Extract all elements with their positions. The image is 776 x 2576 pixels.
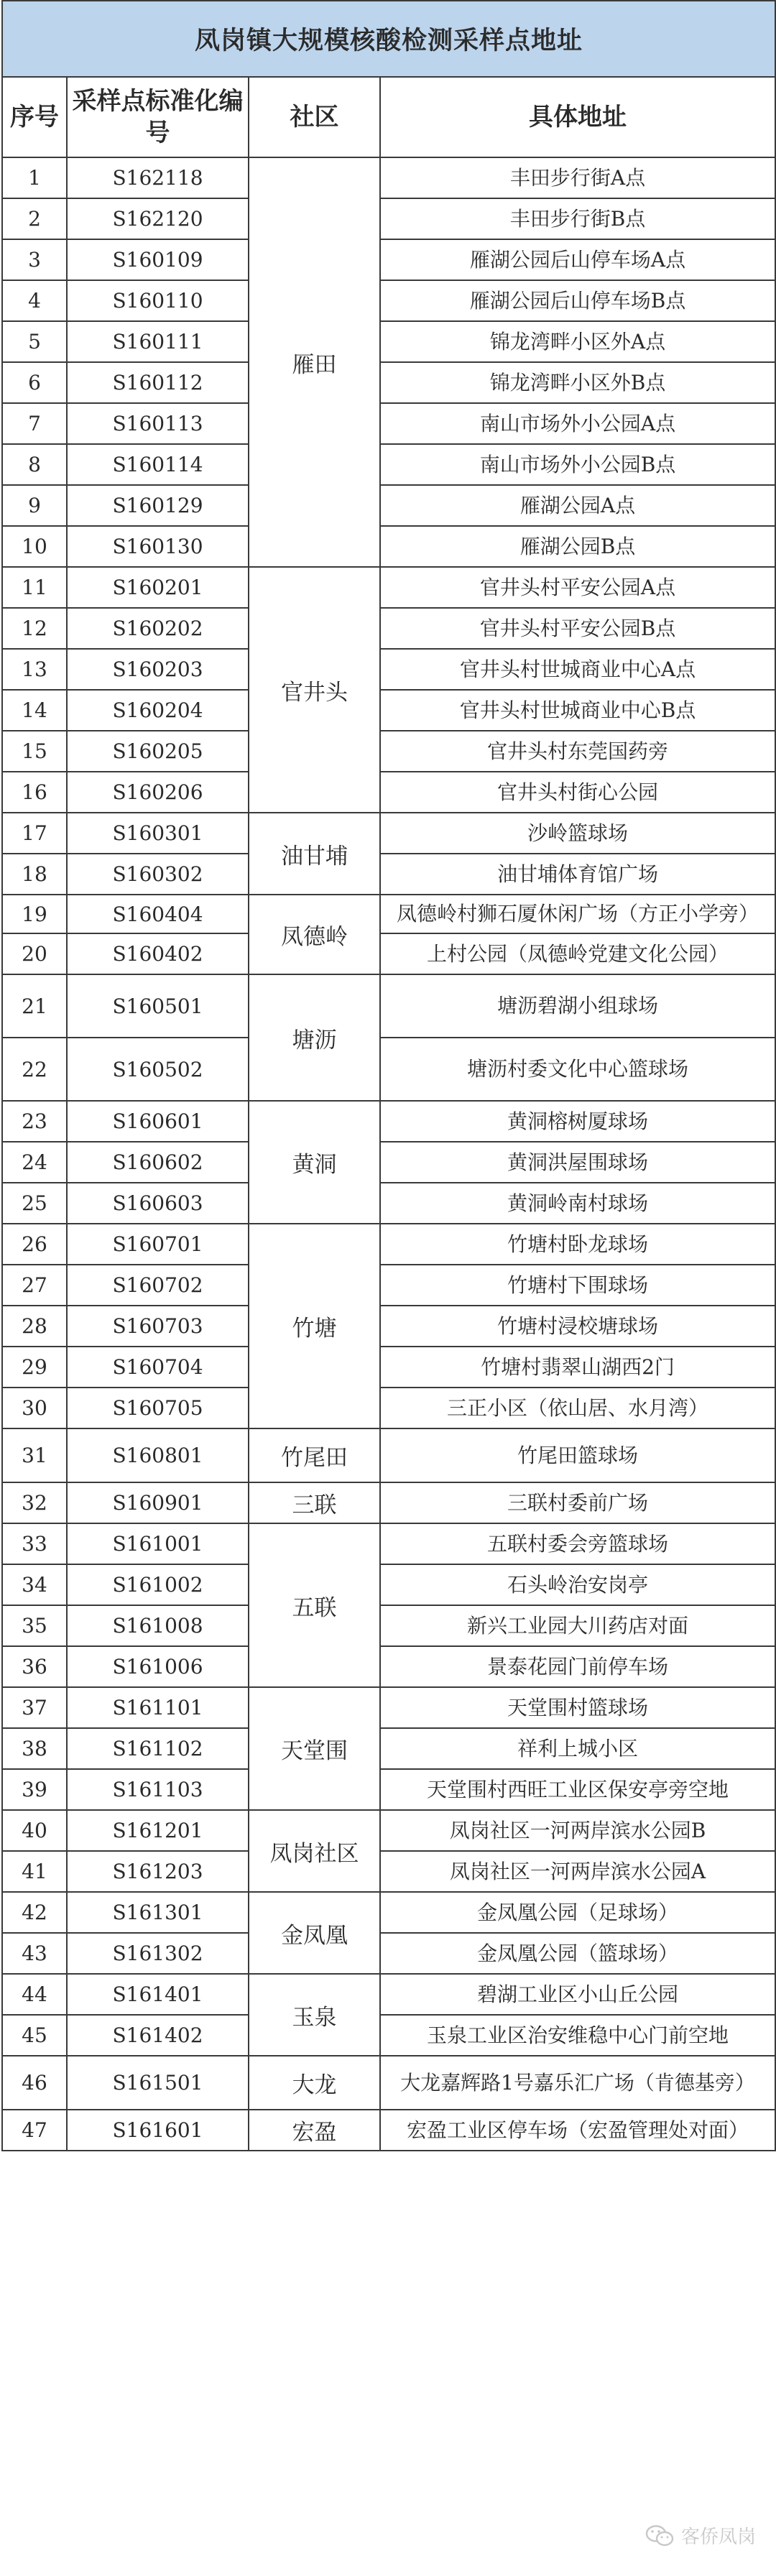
address-cell: 天堂围村西旺工业区保安亭旁空地: [380, 1769, 775, 1810]
seq-cell: 40: [2, 1810, 67, 1851]
table-row: [2, 1851, 775, 1892]
table-row: [2, 1728, 775, 1769]
code-cell: S160603: [67, 1183, 249, 1224]
code-cell: S160402: [67, 933, 249, 974]
table-row: [2, 157, 775, 198]
seq-cell: 34: [2, 1564, 67, 1605]
code-cell: S161401: [67, 1974, 249, 2015]
seq-cell: 29: [2, 1347, 67, 1388]
sampling-site-table: [1, 0, 776, 2151]
code-cell: S160301: [67, 813, 249, 854]
code-cell: S161006: [67, 1646, 249, 1687]
seq-cell: 35: [2, 1605, 67, 1646]
seq-cell: 43: [2, 1933, 67, 1974]
address-cell: 竹尾田篮球场: [380, 1428, 775, 1482]
seq-cell: 5: [2, 321, 67, 362]
table-row: [2, 1265, 775, 1306]
code-cell: S160112: [67, 362, 249, 403]
community-cell: 天堂围: [249, 1687, 380, 1810]
address-cell: 上村公园（凤德岭党建文化公园）: [380, 933, 775, 974]
seq-cell: 44: [2, 1974, 67, 2015]
address-cell: 新兴工业园大川药店对面: [380, 1605, 775, 1646]
table-row: [2, 1224, 775, 1265]
code-cell: S160201: [67, 567, 249, 608]
address-cell: 丰田步行街A点: [380, 157, 775, 198]
address-cell: 官井头村世城商业中心B点: [380, 690, 775, 731]
table-row: [2, 362, 775, 403]
seq-cell: 33: [2, 1523, 67, 1564]
address-cell: 官井头村平安公园A点: [380, 567, 775, 608]
code-cell: S160705: [67, 1388, 249, 1428]
table-row: [2, 1810, 775, 1851]
address-cell: 黄洞榕树厦球场: [380, 1101, 775, 1142]
address-cell: 竹塘村下围球场: [380, 1265, 775, 1306]
code-cell: S161301: [67, 1892, 249, 1933]
wechat-icon: [645, 2524, 674, 2547]
community-cell: 金凤凰: [249, 1892, 380, 1974]
seq-cell: 36: [2, 1646, 67, 1687]
address-cell: 竹塘村翡翠山湖西2门: [380, 1347, 775, 1388]
community-cell: 油甘埔: [249, 813, 380, 895]
seq-cell: 20: [2, 933, 67, 974]
seq-cell: 23: [2, 1101, 67, 1142]
community-cell: 竹尾田: [249, 1428, 380, 1482]
code-cell: S160109: [67, 239, 249, 280]
seq-cell: 1: [2, 157, 67, 198]
table-row: [2, 526, 775, 567]
table-row: [2, 1142, 775, 1183]
address-cell: 石头岭治安岗亭: [380, 1564, 775, 1605]
table-row: [2, 1974, 775, 2015]
header-community: 社区: [249, 77, 380, 157]
community-cell: 雁田: [249, 157, 380, 567]
code-cell: S161203: [67, 1851, 249, 1892]
address-cell: 丰田步行街B点: [380, 198, 775, 239]
seq-cell: 26: [2, 1224, 67, 1265]
table-row: [2, 1523, 775, 1564]
seq-cell: 32: [2, 1482, 67, 1523]
seq-cell: 27: [2, 1265, 67, 1306]
code-cell: S161002: [67, 1564, 249, 1605]
table-row: [2, 974, 775, 1038]
table-row: [2, 2110, 775, 2151]
seq-cell: 4: [2, 280, 67, 321]
table-row: [2, 1646, 775, 1687]
seq-cell: 16: [2, 772, 67, 813]
code-cell: S160114: [67, 444, 249, 485]
table-row: [2, 933, 775, 974]
address-cell: 五联村委会旁篮球场: [380, 1523, 775, 1564]
table-row: [2, 485, 775, 526]
table-title: 凤岗镇大规模核酸检测采样点地址: [2, 1, 775, 77]
seq-cell: 8: [2, 444, 67, 485]
address-cell: 三正小区（依山居、水月湾）: [380, 1388, 775, 1428]
address-cell: 竹塘村卧龙球场: [380, 1224, 775, 1265]
table-row: [2, 1306, 775, 1347]
community-cell: 大龙: [249, 2056, 380, 2110]
code-cell: S161302: [67, 1933, 249, 1974]
community-cell: 凤岗社区: [249, 1810, 380, 1892]
address-cell: 锦龙湾畔小区外B点: [380, 362, 775, 403]
seq-cell: 17: [2, 813, 67, 854]
code-cell: S161001: [67, 1523, 249, 1564]
table-row: [2, 2015, 775, 2056]
address-cell: 雁湖公园后山停车场B点: [380, 280, 775, 321]
seq-cell: 24: [2, 1142, 67, 1183]
seq-cell: 10: [2, 526, 67, 567]
address-cell: 金凤凰公园（篮球场）: [380, 1933, 775, 1974]
watermark: [645, 2522, 756, 2549]
table-row: [2, 2056, 775, 2110]
seq-cell: 46: [2, 2056, 67, 2110]
table-row: [2, 1101, 775, 1142]
code-cell: S161008: [67, 1605, 249, 1646]
table-row: [2, 772, 775, 813]
address-cell: 天堂围村篮球场: [380, 1687, 775, 1728]
watermark-text: 客侨凤岗: [680, 2526, 756, 2548]
code-cell: S160704: [67, 1347, 249, 1388]
seq-cell: 9: [2, 485, 67, 526]
community-cell: 五联: [249, 1523, 380, 1687]
code-cell: S161101: [67, 1687, 249, 1728]
table-row: [2, 403, 775, 444]
address-cell: 竹塘村浸校塘球场: [380, 1306, 775, 1347]
seq-cell: 6: [2, 362, 67, 403]
table-row: [2, 1769, 775, 1810]
address-cell: 玉泉工业区治安维稳中心门前空地: [380, 2015, 775, 2056]
table-row: [2, 280, 775, 321]
table-row: [2, 854, 775, 895]
code-cell: S161601: [67, 2110, 249, 2151]
code-cell: S160204: [67, 690, 249, 731]
table-row: [2, 690, 775, 731]
table-row: [2, 1183, 775, 1224]
table-row: [2, 239, 775, 280]
community-cell: 玉泉: [249, 1974, 380, 2056]
seq-cell: 14: [2, 690, 67, 731]
community-cell: 三联: [249, 1482, 380, 1523]
seq-cell: 31: [2, 1428, 67, 1482]
code-cell: S160113: [67, 403, 249, 444]
table-row: [2, 321, 775, 362]
code-cell: S160502: [67, 1038, 249, 1101]
code-cell: S162120: [67, 198, 249, 239]
community-cell: 黄洞: [249, 1101, 380, 1224]
table-row: [2, 731, 775, 772]
seq-cell: 45: [2, 2015, 67, 2056]
code-cell: S160111: [67, 321, 249, 362]
address-cell: 锦龙湾畔小区外A点: [380, 321, 775, 362]
address-cell: 官井头村世城商业中心A点: [380, 649, 775, 690]
seq-cell: 21: [2, 974, 67, 1038]
seq-cell: 7: [2, 403, 67, 444]
community-cell: 竹塘: [249, 1224, 380, 1428]
seq-cell: 3: [2, 239, 67, 280]
code-cell: S162118: [67, 157, 249, 198]
seq-cell: 28: [2, 1306, 67, 1347]
code-cell: S160202: [67, 608, 249, 649]
code-cell: S160110: [67, 280, 249, 321]
code-cell: S161103: [67, 1769, 249, 1810]
table-row: [2, 1687, 775, 1728]
seq-cell: 19: [2, 895, 67, 933]
address-cell: 凤德岭村狮石厦休闲广场（方正小学旁）: [380, 895, 775, 933]
seq-cell: 41: [2, 1851, 67, 1892]
address-cell: 黄洞岭南村球场: [380, 1183, 775, 1224]
code-cell: S161402: [67, 2015, 249, 2056]
address-cell: 南山市场外小公园B点: [380, 444, 775, 485]
code-cell: S160601: [67, 1101, 249, 1142]
address-cell: 黄洞洪屋围球场: [380, 1142, 775, 1183]
table-row: [2, 1605, 775, 1646]
code-cell: S160602: [67, 1142, 249, 1183]
seq-cell: 39: [2, 1769, 67, 1810]
address-cell: 油甘埔体育馆广场: [380, 854, 775, 895]
seq-cell: 18: [2, 854, 67, 895]
address-cell: 雁湖公园A点: [380, 485, 775, 526]
code-cell: S160701: [67, 1224, 249, 1265]
table-row: [2, 1038, 775, 1101]
address-cell: 大龙嘉辉路1号嘉乐汇广场（肯德基旁）: [380, 2056, 775, 2110]
table-row: [2, 813, 775, 854]
seq-cell: 30: [2, 1388, 67, 1428]
address-cell: 宏盈工业区停车场（宏盈管理处对面）: [380, 2110, 775, 2151]
address-cell: 官井头村平安公园B点: [380, 608, 775, 649]
code-cell: S160703: [67, 1306, 249, 1347]
header-address: 具体地址: [380, 77, 775, 157]
table-row: [2, 1388, 775, 1428]
address-cell: 凤岗社区一河两岸滨水公园B: [380, 1810, 775, 1851]
seq-cell: 22: [2, 1038, 67, 1101]
table-row: [2, 1933, 775, 1974]
code-cell: S160404: [67, 895, 249, 933]
code-cell: S160801: [67, 1428, 249, 1482]
address-cell: 雁湖公园B点: [380, 526, 775, 567]
code-cell: S160129: [67, 485, 249, 526]
address-cell: 祥利上城小区: [380, 1728, 775, 1769]
seq-cell: 38: [2, 1728, 67, 1769]
seq-cell: 42: [2, 1892, 67, 1933]
header-seq: 序号: [2, 77, 67, 157]
table-row: [2, 198, 775, 239]
address-cell: 塘沥碧湖小组球场: [380, 974, 775, 1038]
code-cell: S160501: [67, 974, 249, 1038]
code-cell: S161501: [67, 2056, 249, 2110]
code-cell: S160206: [67, 772, 249, 813]
code-cell: S161201: [67, 1810, 249, 1851]
table-row: [2, 1428, 775, 1482]
seq-cell: 47: [2, 2110, 67, 2151]
table-row: [2, 608, 775, 649]
community-cell: 官井头: [249, 567, 380, 813]
code-cell: S161102: [67, 1728, 249, 1769]
table-row: [2, 1892, 775, 1933]
address-cell: 塘沥村委文化中心篮球场: [380, 1038, 775, 1101]
address-cell: 景泰花园门前停车场: [380, 1646, 775, 1687]
code-cell: S160130: [67, 526, 249, 567]
address-cell: 三联村委前广场: [380, 1482, 775, 1523]
code-cell: S160302: [67, 854, 249, 895]
code-cell: S160205: [67, 731, 249, 772]
code-cell: S160702: [67, 1265, 249, 1306]
address-cell: 雁湖公园后山停车场A点: [380, 239, 775, 280]
seq-cell: 25: [2, 1183, 67, 1224]
header-code: 采样点标准化编号: [67, 77, 249, 157]
table-body: [2, 157, 775, 2151]
table-row: [2, 567, 775, 608]
table-row: [2, 1347, 775, 1388]
address-cell: 官井头村街心公园: [380, 772, 775, 813]
community-cell: 凤德岭: [249, 895, 380, 974]
seq-cell: 11: [2, 567, 67, 608]
seq-cell: 2: [2, 198, 67, 239]
code-cell: S160203: [67, 649, 249, 690]
seq-cell: 13: [2, 649, 67, 690]
seq-cell: 15: [2, 731, 67, 772]
address-cell: 金凤凰公园（足球场）: [380, 1892, 775, 1933]
address-cell: 碧湖工业区小山丘公园: [380, 1974, 775, 2015]
community-cell: 塘沥: [249, 974, 380, 1101]
code-cell: S160901: [67, 1482, 249, 1523]
table-row: [2, 895, 775, 933]
address-cell: 南山市场外小公园A点: [380, 403, 775, 444]
seq-cell: 37: [2, 1687, 67, 1728]
table-row: [2, 649, 775, 690]
address-cell: 凤岗社区一河两岸滨水公园A: [380, 1851, 775, 1892]
seq-cell: 12: [2, 608, 67, 649]
community-cell: 宏盈: [249, 2110, 380, 2151]
table-row: [2, 1564, 775, 1605]
address-cell: 官井头村东莞国药旁: [380, 731, 775, 772]
table-row: [2, 444, 775, 485]
table-row: [2, 1482, 775, 1523]
address-cell: 沙岭篮球场: [380, 813, 775, 854]
